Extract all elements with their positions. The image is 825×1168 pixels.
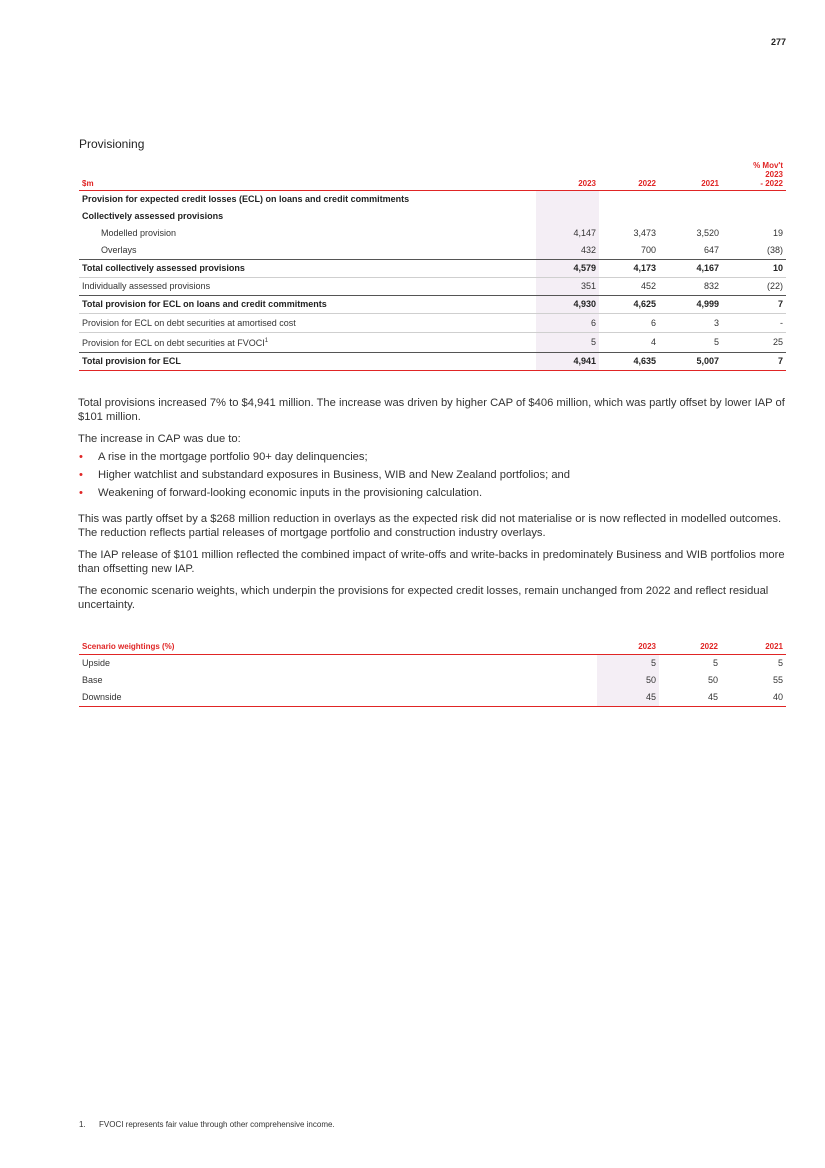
header-2022: 2022 [599, 161, 659, 191]
cell-2023: 4,930 [536, 296, 599, 314]
cell-2023: 6 [536, 314, 599, 333]
header-2023: 2023 [536, 161, 599, 191]
header-movement-line1: % Mov't [753, 161, 783, 170]
cell-2022: 45 [659, 689, 721, 707]
cell-2022: 452 [599, 278, 659, 296]
footnote-text: FVOCI represents fair value through other comprehensive income. [99, 1120, 335, 1129]
page-number: 277 [770, 37, 786, 47]
cell-movement: 7 [722, 353, 786, 371]
cell-2022: 6 [599, 314, 659, 333]
cell-movement [722, 191, 786, 209]
commentary [78, 396, 786, 620]
cell-2022: 50 [707, 675, 718, 685]
row-label: Individually assessed provisions [79, 278, 536, 296]
row-label-text: Provision for ECL on debt securities at FVOCI [82, 338, 265, 348]
cell-2021: 5 [777, 658, 783, 668]
row-label: Provision for expected credit losses (ECL) on loans and credit commitments [82, 194, 410, 204]
cell-movement: 25 [722, 333, 786, 353]
table-row [79, 672, 786, 689]
cell-2023: 5 [536, 333, 599, 353]
cell-2021: 40 [721, 689, 786, 707]
row-label: Total provision for ECL [79, 353, 536, 371]
table-row [79, 353, 786, 371]
table-row [79, 278, 786, 296]
cell-2021: 5,007 [659, 353, 722, 371]
table-header-row [79, 161, 786, 191]
cell-2021: 647 [703, 245, 719, 255]
row-label: Collectively assessed provisions [82, 211, 224, 221]
cell-2023: 4,579 [536, 260, 599, 278]
list-item-text: A rise in the mortgage portfolio 90+ day delinquencies; [98, 451, 368, 463]
header-2021: 2021 [721, 634, 786, 655]
row-label: Total provision for ECL on loans and credit commitments [79, 296, 536, 314]
paragraph: The economic scenario weights, which underpin the provisions for expected credit losses, remain unchanged from 2022 and reflect residual uncertainty. [78, 585, 769, 611]
cell-2021: 3,520 [696, 228, 719, 238]
cell-2023: 50 [597, 672, 659, 689]
bullet-icon: • [79, 469, 83, 481]
cell-2022: 3,473 [633, 228, 656, 238]
list-item [78, 466, 786, 484]
cell-2023: 432 [536, 242, 599, 260]
header-movement-line3: - 2022 [760, 179, 783, 188]
paragraph: The IAP release of $101 million reflected the combined impact of write-offs and write-backs in predominately Business and WIB portfolios more than offsetting new IAP. [78, 549, 785, 575]
cell-2022: 5 [712, 658, 718, 668]
cell-movement: (38) [766, 245, 783, 255]
table-row [79, 689, 786, 707]
cell-2023: 351 [536, 278, 599, 296]
list-item [78, 448, 786, 466]
cell-2021: 3 [659, 314, 722, 333]
provisions-table [79, 161, 786, 371]
cell-2023: 5 [597, 655, 659, 673]
row-label [79, 333, 536, 353]
row-label: Overlays [101, 245, 137, 255]
table-row [79, 225, 786, 242]
row-label: Modelled provision [101, 228, 177, 238]
cell-2022: 700 [640, 245, 656, 255]
header-label: Scenario weightings (%) [79, 634, 597, 655]
list-item-text: Higher watchlist and substandard exposures in Business, WIB and New Zealand portfolios; and [98, 469, 570, 481]
cell-2022 [599, 208, 659, 225]
cell-2021: 4,167 [659, 260, 722, 278]
table-row [79, 208, 786, 225]
table-header-row [79, 634, 786, 655]
paragraph: Total provisions increased 7% to $4,941 million. The increase was driven by higher CAP of $406 million, which was partly offset by lower IAP of $101 million. [78, 397, 785, 423]
table-row [79, 314, 786, 333]
cell-movement: 10 [722, 260, 786, 278]
header-2023: 2023 [597, 634, 659, 655]
cell-2021: 4,999 [659, 296, 722, 314]
paragraph: The increase in CAP was due to: [78, 433, 241, 445]
cell-movement: 7 [722, 296, 786, 314]
row-label: Base [82, 675, 103, 685]
scenario-weightings-table [79, 634, 786, 707]
cell-2023 [536, 191, 599, 209]
cell-2023: 4,941 [536, 353, 599, 371]
bullet-list [78, 448, 786, 502]
cell-2023 [536, 208, 599, 225]
cell-2021 [659, 208, 722, 225]
cell-movement: 19 [772, 228, 783, 238]
cell-2023: 4,147 [536, 225, 599, 242]
table-row [79, 242, 786, 260]
section-title: Provisioning [79, 137, 145, 151]
cell-2021: 5 [659, 333, 722, 353]
header-movement-line2: 2023 [765, 170, 783, 179]
cell-2022 [599, 191, 659, 209]
cell-2022: 4 [599, 333, 659, 353]
footnote-ref: 1 [264, 338, 269, 344]
table-row [79, 191, 786, 209]
cell-2022: 4,635 [599, 353, 659, 371]
cell-2022: 4,173 [599, 260, 659, 278]
row-label: Upside [82, 658, 111, 668]
header-2022: 2022 [659, 634, 721, 655]
cell-2023: 45 [597, 689, 659, 707]
paragraph: This was partly offset by a $268 million reduction in overlays as the expected risk did not materialise or is now reflected in modelled outcomes. The reduction reflects partial releases of mortgage portfolio and construction industry overlays. [78, 513, 782, 539]
list-item [78, 484, 786, 502]
bullet-icon: • [79, 487, 83, 499]
cell-2021: 55 [772, 675, 783, 685]
header-2021: 2021 [659, 161, 722, 191]
table-row [79, 296, 786, 314]
footnote [79, 1120, 335, 1129]
table-row [79, 260, 786, 278]
list-item-text: Weakening of forward-looking economic inputs in the provisioning calculation. [98, 487, 483, 499]
table-row [79, 333, 786, 353]
header-movement [722, 161, 786, 191]
cell-2021: 832 [659, 278, 722, 296]
cell-movement: - [722, 314, 786, 333]
table-row [79, 655, 786, 673]
cell-movement [722, 208, 786, 225]
header-label: $m [79, 161, 536, 191]
footnote-number: 1. [79, 1120, 86, 1129]
row-label: Downside [79, 689, 597, 707]
cell-movement: (22) [722, 278, 786, 296]
cell-2022: 4,625 [599, 296, 659, 314]
bullet-icon: • [79, 451, 83, 463]
cell-2021 [659, 191, 722, 209]
row-label: Provision for ECL on debt securities at amortised cost [79, 314, 536, 333]
row-label: Total collectively assessed provisions [79, 260, 536, 278]
